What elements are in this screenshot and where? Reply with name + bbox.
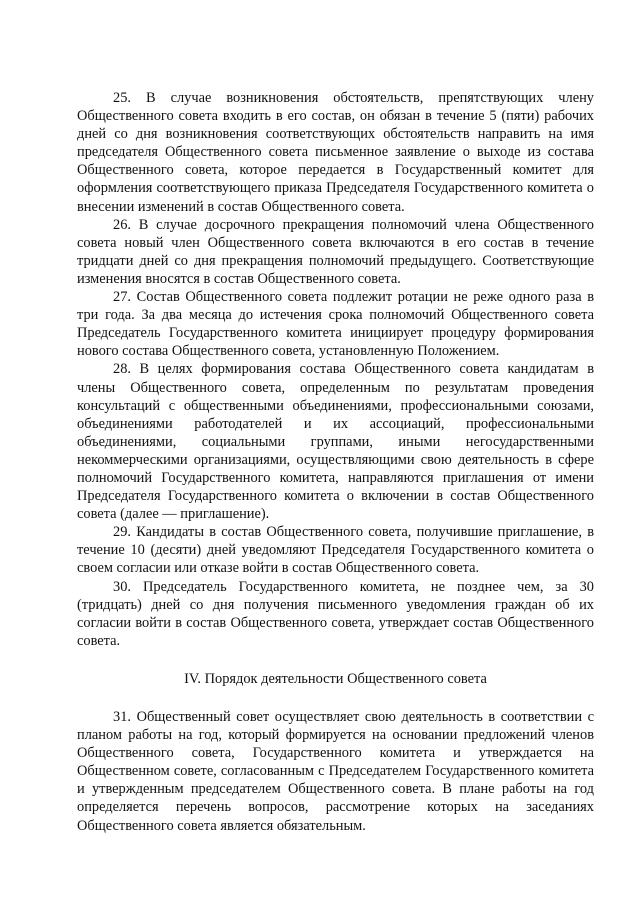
paragraph-26: 26. В случае досрочного прекращения полномочий члена Общественного совета новый член Общественного совета включаются в его состав в течение тридцати дней со дня прекращения полномочий предыдущего. Соответствующие изменения вносятся в состав Общественного совета.	[77, 216, 594, 287]
section-heading: IV. Порядок деятельности Общественного совета	[184, 670, 487, 687]
document-page	[77, 89, 594, 835]
paragraph-25: 25. В случае возникновения обстоятельств, препятствующих члену Общественного совета входить в его состав, он обязан в течение 5 (пяти) рабочих дней со дня возникновения соответствующих обстоятельств направить на имя председателя Общественного совета письменное заявление о выходе из состава Общественного совета, которое передается в Государственный комитет для оформления соответствующего приказа Председателя Государственного комитета о внесении изменений в состав Общественного совета.	[77, 90, 594, 215]
paragraph-30: 30. Председатель Государственного комитета, не позднее чем, за 30 (тридцать) дней со дня получения письменного уведомления граждан об их согласии войти в состав Общественного совета, утверждает состав Общественного совета.	[77, 578, 594, 649]
paragraph-31: 31. Общественный совет осуществляет свою деятельность в соответствии с планом работы на год, который формируется на основании предложений членов Общественного совета, Государственного комитета и утверждается на Общественном совете, согласованным с Председателем Государственного комитета и утвержденным председателем Общественного совета. В плане работы на год определяется перечень вопросов, рассмотрение которых на заседаниях Общественного совета является обязательным.	[77, 709, 594, 834]
paragraph-29: 29. Кандидаты в состав Общественного совета, получившие приглашение, в течение 10 (десяти) дней уведомляют Председателя Государственного комитета о своем согласии или отказе войти в состав Общественного совета.	[77, 524, 594, 577]
paragraph-27: 27. Состав Общественного совета подлежит ротации не реже одного раза в три года. За два месяца до истечения срока полномочий Общественного совета Председатель Государственного комитета инициирует процедуру формирования нового состава Общественного совета, установленную Положением.	[77, 289, 594, 360]
paragraph-28: 28. В целях формирования состава Общественного совета кандидатам в члены Общественного совета, определенным по результатам проведения консультаций с общественными объединениями, профессиональными союзами, объединениями работодателей и их ассоциаций, профессиональными объединениями, социальными группами, иными негосударственными некоммерческими организациями, осуществляющими свою деятельность в сфере полномочий Государственного комитета, направляются приглашения от имени Председателя Государственного комитета о включении в состав Общественного совета (далее — приглашение).	[77, 361, 594, 523]
